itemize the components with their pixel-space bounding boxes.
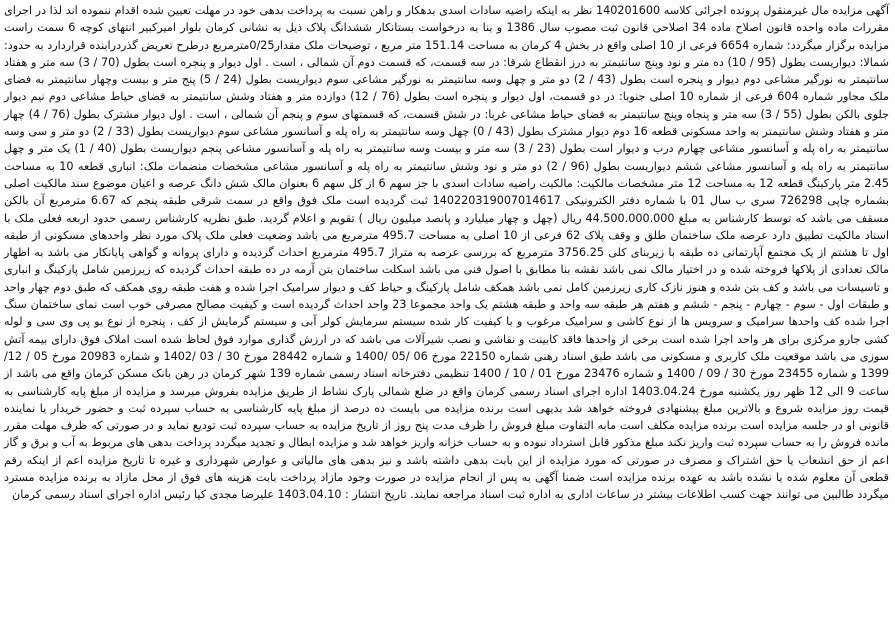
auction-notice-text: آگهی مزایده مال غیرمنقول پرونده اجرائی کلاسه 140201600 نظر به اینکه راضیه سادات اسدی بدهکار و راهن نسبت به پرداخت بدهی خود در مهلت تعیین شده اقدام ننموده اند لذا در اجرای مقررات ماده واحده قانون اصلاح ماده 34 اصلاحی قانون ثبت مصوب سال 1386 و بنا به درخواست بستانکار ششدانگ پلاک ذیل به نشانی کرمان بلوار امیرکبیر انتهای کوچه 6 سمت راست مزایده برگزار میگردد: شماره 6654 فرعی از 10 اصلی واقع در بخش 4 کرمان به مساحت 151.14 متر مربع ، توضیحات ملک مقدار0/25مترمربع درطرح تعریض گذردرابنده قراردارد به حدود: شمالا: دیواریست بطول (95 / 10) ده متر و نود وپنج سانتیمتر به درز انقطاع شرقا: در سه قسمت، که قسمت دوم آن شمالی ، است . اول دیوار و پنجره است بطول (70 / 3) سه متر و هفتاد سانتیمتر به نورگیر مشاعی دوم دیوار و پنجره است بطول (43 / 2) دو متر و چهل وسه سانتیمتر به نورگیر مشاعی سوم دیواریست بطول (24 / 5) پنج متر و بیست وچهار سانتیمتر به فضای ملک مجاور شماره 604 فرعی از شماره 10 اصلی جنوبا: در دو قسمت، اول دیوار و پنجره است بطول (76 / 12) دوازده متر و هفتاد وشش سانتیمتر به فضای حیاط مشاعی دوم نیم دیوار جلوی بالکن بطول (55 / 3) سه متر و پنجاه وپنج سانتیمتر به فضای حیاط مشاعی غربا: در شش قسمت، که قسمتهای سوم و پنجم آن شمالی ، است . اول دیوار مشترک بطول (76 / 4) چهار متر و هفتاد وشش سانتیمتر به واحد مسکونی قطعه 16 دوم دیوار مشترک بطول (43 / 0) چهل وسه سانتیمتر به راه پله و آسانسور مشاعی سوم دیواریست بطول (33 / 2) دو متر و سی وسه سانتیمتر به راه پله و آسانسور مشاعی چهارم درب و دیوار است بطول (23 / 3) سه متر و بیست وسه سانتیمتر به راه پله و آسانسور مشاعی پنجم دیواریست بطول (40 / 1) یک متر و چهل سانتیمتر به راه پله و آسانسور مشاعی ششم دیواریست بطول (96 / 2) دو متر و نود وشش سانتیمتر به راه پله و آسانسور مشاعی مشخصات منضمات ملک: انباری قطعه 10 به مساحت 2.45 متر پارکینگ قطعه 12 به مساحت 12 متر مشخصات مالکیت: مالکیت راضیه سادات اسدی با جز سهم 6 از کل سهم 6 بعنوان مالک شش دانگ عرصه و اعیان موضوع سند مالکیت اصلی بشماره چاپی 726298 سری ب سال 01 با شماره دفتر الکترونیکی 140220319007014617 ثبت گردیده است ملک فوق واقع در سمت شرقی طبقه پنجم که 6.67 مترمربع آن بالکن مسقف می باشد که توسط کارشناس به مبلغ 44.500.000.000 ریال (چهل و چهار میلیارد و پانصد میلیون ریال ) تقویم و اعلام گردید. طبق نظریه کارشناس رسمی حدود اربعه فعلی ملک با اسناد مالکیت تطبیق دارد عرصه ملک ساختمان طلق و وقف پلاک 62 فرعی از 10 اصلی به مساحت 495.7 مترمربع می باشد وضعیت فعلی ملک پلاک مورد نظر واحدهای مسکونی از طبقه اول تا هشتم از یک مجتمع آپارتمانی ده طبقه با زیربنای کلی 3756.25 مترمربع که بررسی عرصه به متراژ 495.7 مترمربع احداث گردیده و دارای پروانه و گواهی پایانکار می باشد به اظهار مالک تعدادی از پلاکها فروخته شده و در اختیار مالک نمی باشد نقشه بنا مطابق با اصول فنی می باشد اسکلت ساختمان بتن آرمه در ده طبقه احداث گردیده که زیرزمین شامل پارکینگ و انباری و تاسیسات می باشد و کف بتن شده و هنوز نازک کاری زیرزمین کامل نمی باشد همکف شامل پارکینگ و حیاط کف و دیوار سرامیک اجرا شده و هفت طبقه روی همکف که طبق دوم چهار واحد و طبقات اول - سوم - چهارم - پنجم - ششم و هفتم هر طبقه سه واحد و طبقه هشتم یک واحد مجموعا 23 واحد احداث گردیده است و کیفیت مصالح مصرفی خوب است نمای ساختمان سنگ اجرا شده کف واحدها سرامیک و سرویس ها از نوع کاشی و سرامیک مرغوب و با کیفیت کار شده سیستم سرمایش کولر آبی و سیستم گرمایش از کف ، پنجره از نوع یو پی وی سی و لوله کشی جارو مرکزی برای هر واحد اجرا شده است برخی از واحدها فاقد کابینت و نقاشی و نصب شیرآلات می باشد که در ارزش گذاری موارد فوق لحاظ شده است املاک فوق دارای بیمه آتش سوزی می باشد موقعیت ملک کاربری و مسکونی می باشد طبق اسناد رهنی شماره 22150 مورخ 06 /05 /1400 و شماره 28442 مورخ 30 / 03 /1402 و شماره 20983 مورخ 05 / 12/ 1399 و شماره 23455 مورخ 30 / 09 / 1400 و شماره 23476 مورخ 01 / 10 / 1400 تنظیمی دفترخانه اسناد رسمی شماره 139 شهر کرمان در رهن بانک مسکن کرمان واقع می باشد از ساعت 9 الی 12 ظهر روز یکشنبه مورخ 1403.04.24 اداره اجرای اسناد رسمی کرمان واقع در ضلع شمالی پارک نشاط از طریق مزایده بفروش میرسد و مزایده از مبلغ پایه کارشناسی به قیمت روز مزایده شروع و بالاترین مبلغ پیشنهادی فروخته خواهد شد بدیهی است برنده مزایده می بایست ده درصد از مبلغ پایه کارشناسی به حساب سپرده ثبت و حضور خریدار یا نماینده قانونی او در جلسه مزایده است برنده مزایده مکلف است مابه التفاوت مبلغ فروش را ظرف مدت پنج روز از تاریخ مزایده به حساب سپرده ثبت تودیع نماید و در صورتی که ظرف مهلت مقرر مانده فروش را به حساب سپرده ثبت واریز نکند مبلغ مذکور قابل استرداد نبوده و به حساب خزانه واریز خواهد شد و مزایده ابطال و تجدید میگردد پرداخت بدهی های مربوط به آب و برق و گاز اعم از حق انشعاب یا حق اشتراک و مصرف در صورتی که مورد مزایده از این بابت بدهی داشته باشد و نیز بدهی های مالیاتی و عوارض شهرداری و غیره تا تاریخ مزایده اعم از اینکه رقم قطعی آن معلوم شده یا نشده باشد به عهده برنده مزایده است ضمنا آگهی به پس از انجام مزایده در صورت وجود مازاد پرداخت بابت هزینه های فوق از محل مازاد به برنده مزایده مسترد میگردد طالبین می توانند جهت کسب اطلاعات بیشتر در ساعات اداری به اداره ثبت اسناد مراجعه نمایند. تاریخ انتشار : 1403.04.10 علیرضا مجدی کیا رئیس اداره اجرای اسناد رسمی کرمان bbox=[4, 4, 890, 502]
